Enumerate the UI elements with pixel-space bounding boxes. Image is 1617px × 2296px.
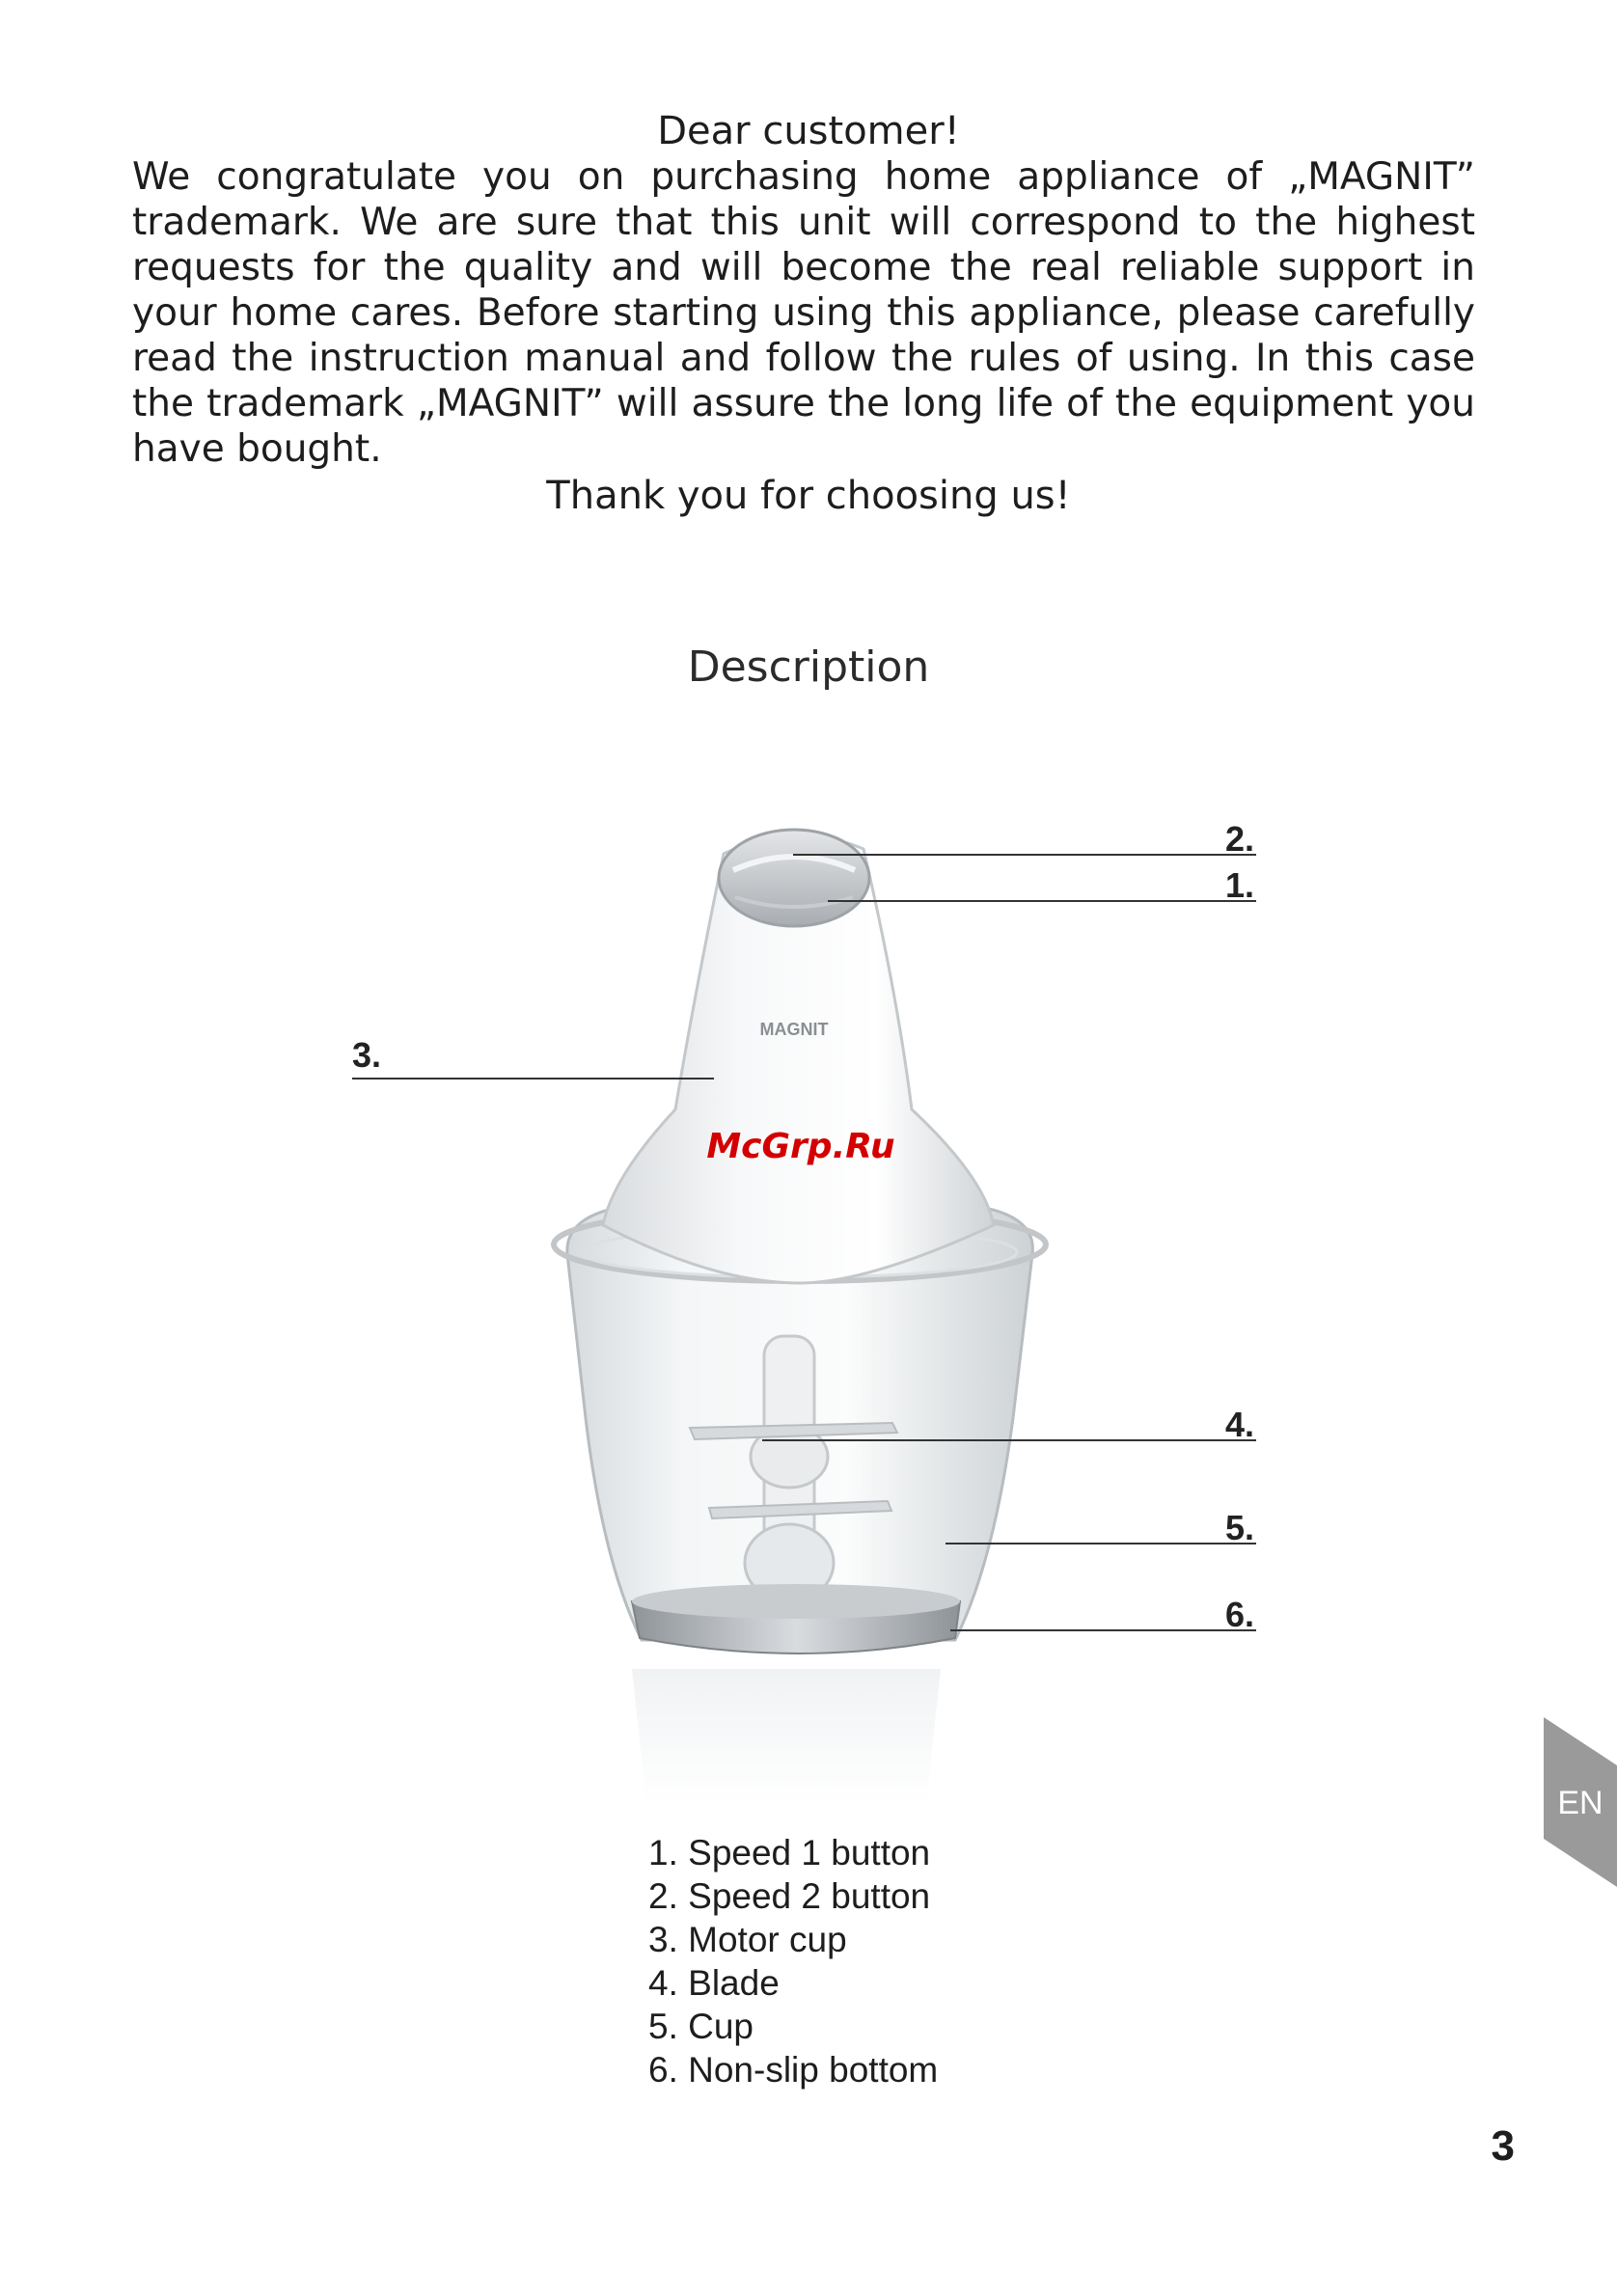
section-title: Description (687, 642, 930, 692)
brand-label: MAGNIT (759, 1020, 829, 1039)
list-item: 5. Cup (648, 2007, 754, 2046)
callout-6: 6. (1225, 1595, 1255, 1634)
callout-2: 2. (1225, 819, 1255, 859)
thanks-line: Thank you for choosing us! (546, 474, 1071, 518)
control-cap (719, 830, 869, 926)
callout-1: 1. (1225, 865, 1255, 905)
callout-3: 3. (352, 1035, 382, 1075)
list-item: 2. Speed 2 button (648, 1876, 931, 1916)
callout-4: 4. (1225, 1405, 1255, 1444)
watermark: McGrp.Ru (706, 1127, 895, 1166)
list-item: 3. Motor cup (648, 1920, 847, 1959)
chopper-illustration (0, 801, 1617, 1814)
page-number: 3 (1491, 2122, 1515, 2170)
product-figure (0, 801, 1617, 1814)
greeting: Dear customer! (657, 109, 960, 153)
reflection (632, 1669, 941, 1804)
parts-list (648, 1831, 938, 2091)
list-item: 1. Speed 1 button (648, 1833, 931, 1872)
list-item: 6. Non-slip bottom (648, 2050, 939, 2090)
callout-5: 5. (1225, 1508, 1255, 1547)
intro-paragraph: We congratulate you on purchasing home appliance of „MAGNIT” trademark. We are sure that this unit will correspond to the highest requests for the quality and will become the real reliable support in your home cares. Before starting using this appliance, please carefully read the instruction manual and follow the rules of using. In this case the trademark „MAGNIT” will assure the long life of the equipment you have bought. (132, 155, 1475, 471)
language-tab (1544, 1717, 1617, 1887)
language-tab-label: EN (1557, 1785, 1603, 1821)
list-item: 4. Blade (648, 1963, 780, 2003)
